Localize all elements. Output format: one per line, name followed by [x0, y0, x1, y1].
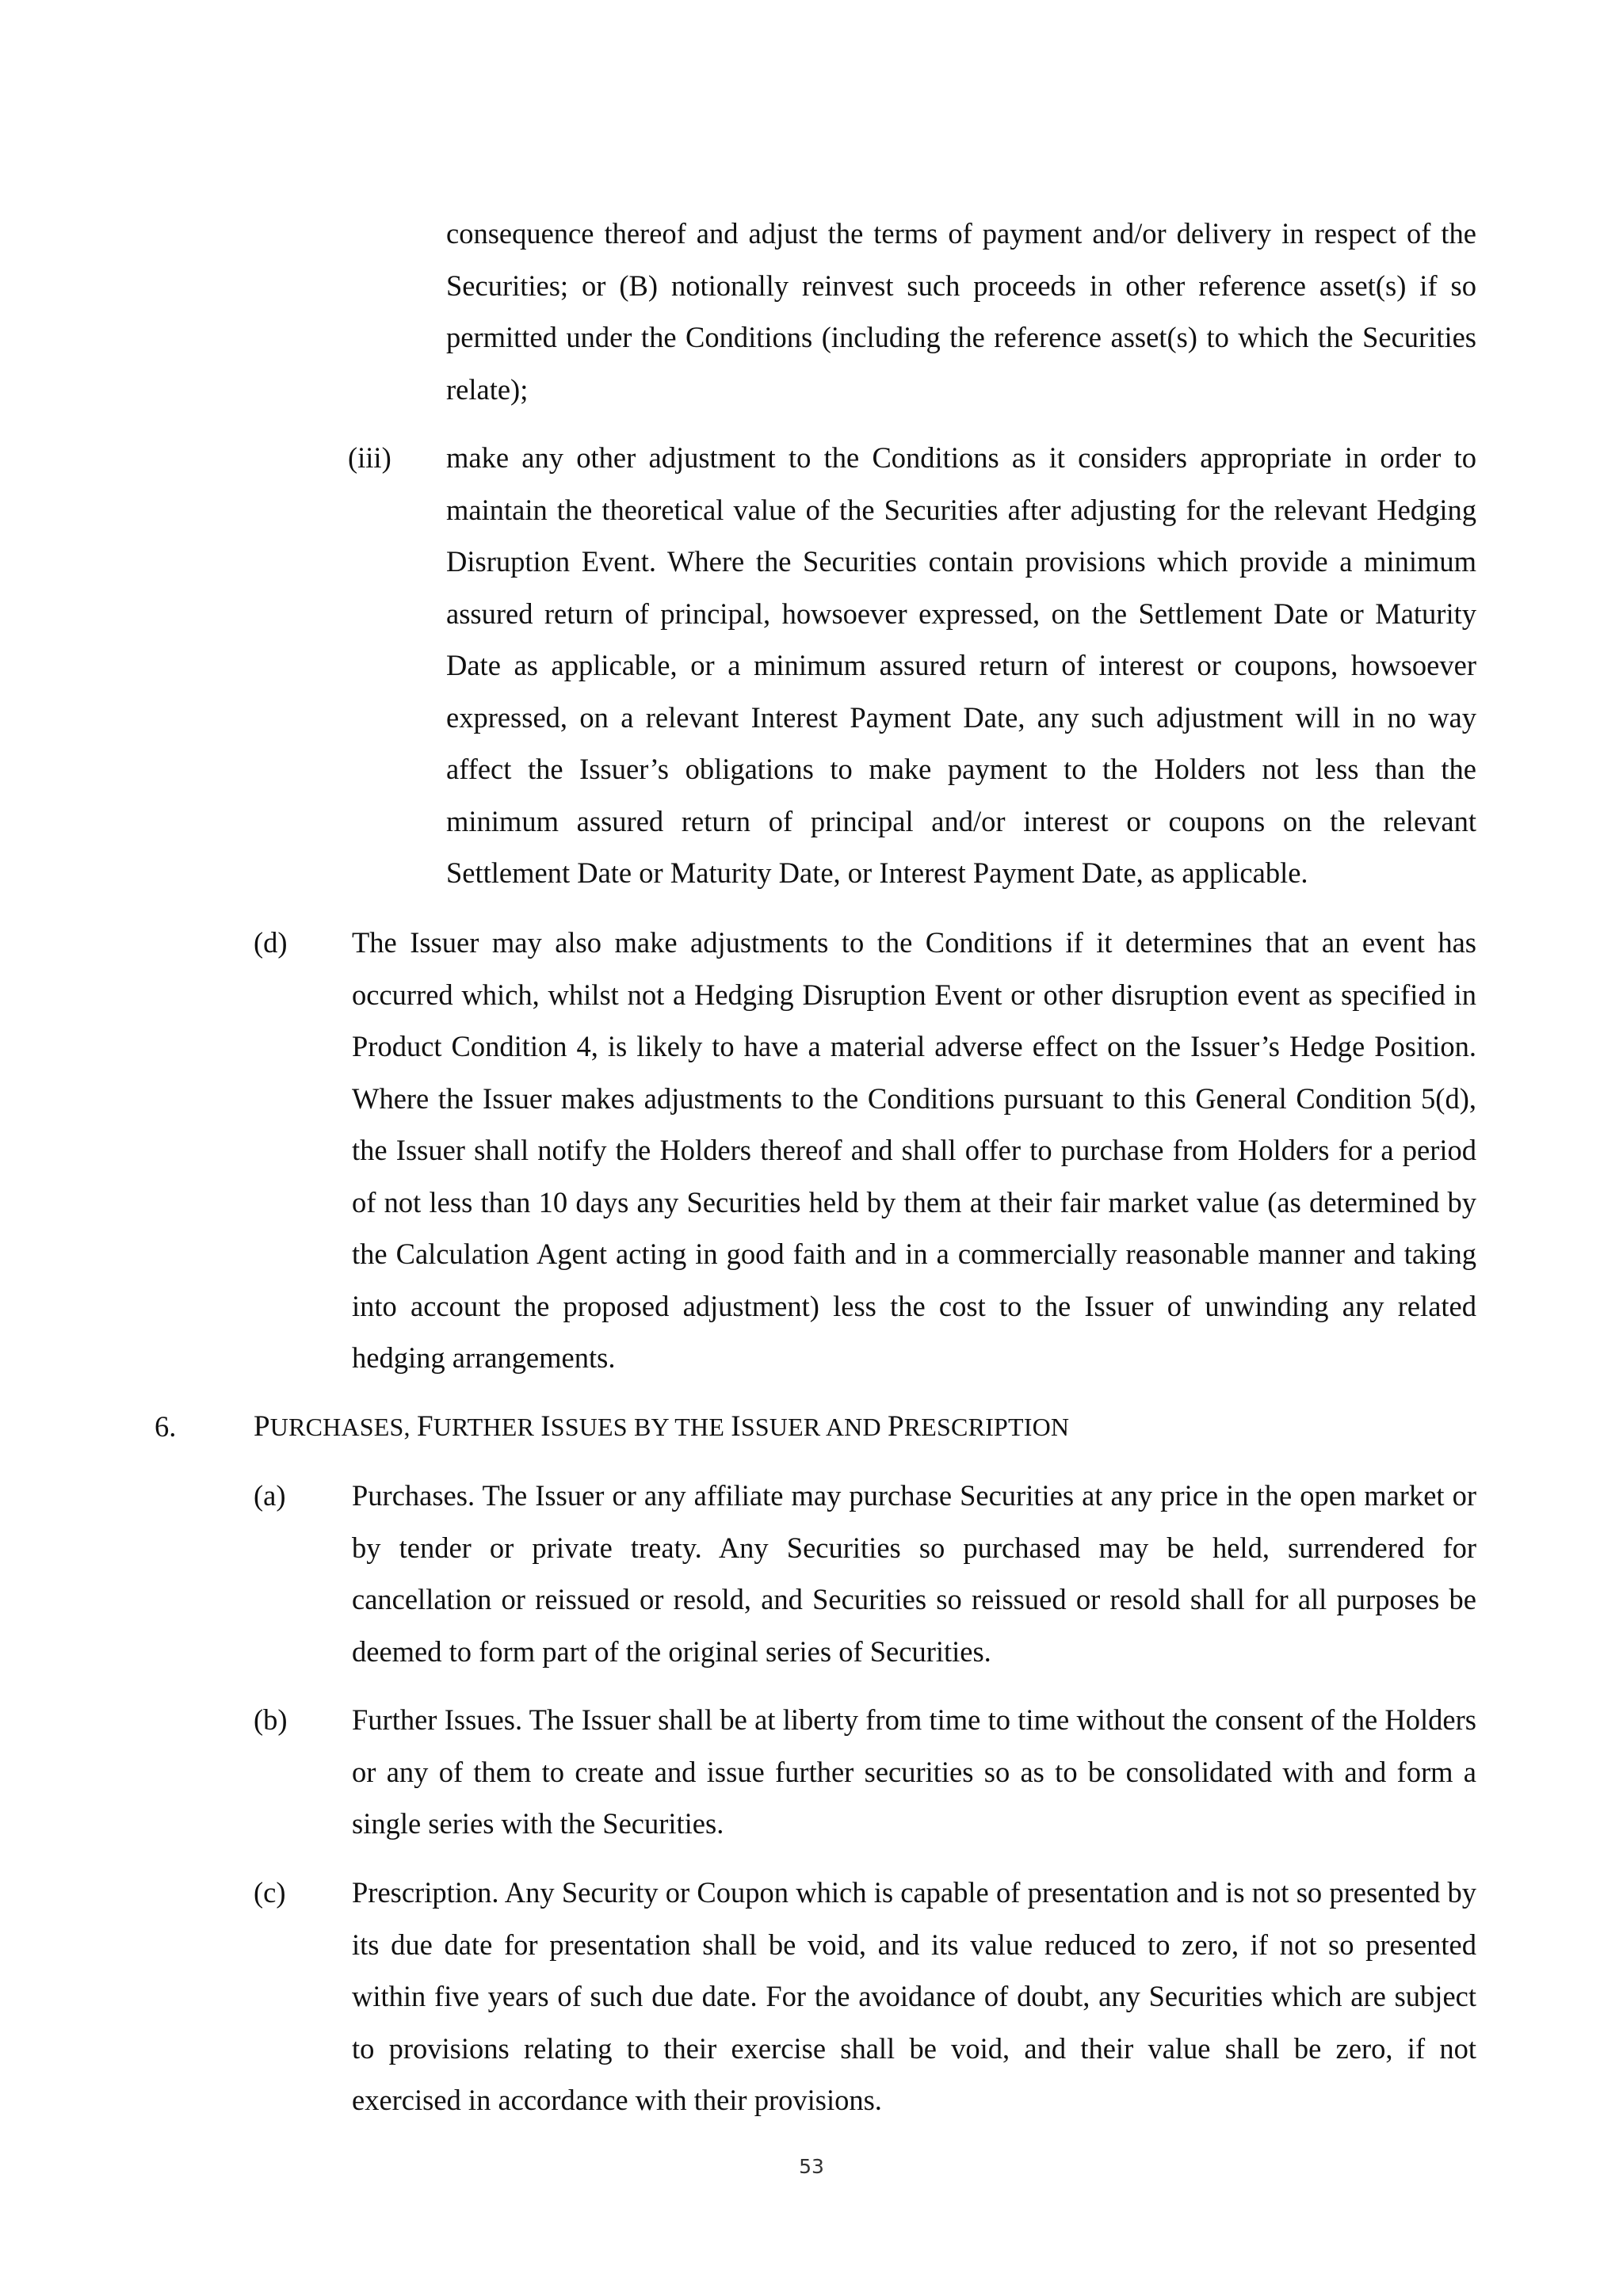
section-6-heading: PURCHASES, FURTHER ISSUES BY THE ISSUER AND PRESCRIPTION: [254, 1410, 1070, 1443]
item-6c-marker: (c): [254, 1876, 286, 1909]
item-d-marker: (d): [254, 926, 288, 959]
item-6a-paragraph: Purchases. The Issuer or any affiliate may purchase Securities at any price in the open market or by tender or private treaty. Any Securities so purchased may be held, surrendered for cancellation or reissued or resold, and Securities so reissued or resold shall for all purposes be deemed to form part of the original series of Securities.: [352, 1479, 1476, 1668]
item-6a-marker: (a): [254, 1479, 286, 1512]
item-iii-marker: (iii): [348, 441, 391, 474]
continuation-paragraph: consequence thereof and adjust the terms of payment and/or delivery in respect of the Securities; or (B) notionally reinvest such proceeds in other reference asset(s) if so permitted under the Conditions (including the reference asset(s) to which the Securities relate);: [446, 217, 1476, 406]
item-6c-paragraph: Prescription. Any Security or Coupon which is capable of presentation and is not so presented by its due date for presentation shall be void, and its value reduced to zero, if not so presented within five years of such due date. For the avoidance of doubt, any Securities which are subject to provisions relating to their exercise shall be void, and their value shall be zero, if not exercised in accordance with their provisions.: [352, 1876, 1476, 2116]
item-6b-marker: (b): [254, 1703, 288, 1736]
item-6b-paragraph: Further Issues. The Issuer shall be at liberty from time to time without the consent of the Holders or any of them to create and issue further securities so as to be consolidated with and form a single series with the Securities.: [352, 1703, 1476, 1840]
page-number: 53: [799, 2155, 824, 2178]
section-6-number: 6.: [155, 1410, 177, 1443]
item-d-paragraph: The Issuer may also make adjustments to the Conditions if it determines that an event has occurred which, whilst not a Hedging Disruption Event or other disruption event as specified in Product Condition 4, is likely to have a material adverse effect on the Issuer’s Hedge Position. Where the Issuer makes adjustments to the Conditions pursuant to this General Condition 5(d), the Issuer shall notify the Holders thereof and shall offer to purchase from Holders for a period of not less than 10 days any Securities held by them at their fair market value (as determined by the Calculation Agent acting in good faith and in a commercially reasonable manner and taking into account the proposed adjustment) less the cost to the Issuer of unwinding any related hedging arrangements.: [352, 926, 1476, 1374]
item-iii-paragraph: make any other adjustment to the Conditions as it considers appropriate in order to maintain the theoretical value of the Securities after adjusting for the relevant Hedging Disruption Event. Where the Securities contain provisions which provide a minimum assured return of principal, howsoever expressed, on the Settlement Date or Maturity Date as applicable, or a minimum assured return of interest or coupons, howsoever expressed, on a relevant Interest Payment Date, any such adjustment will in no way affect the Issuer’s obligations to make payment to the Holders not less than the minimum assured return of principal and/or interest or coupons on the relevant Settlement Date or Maturity Date, or Interest Payment Date, as applicable.: [446, 441, 1476, 889]
